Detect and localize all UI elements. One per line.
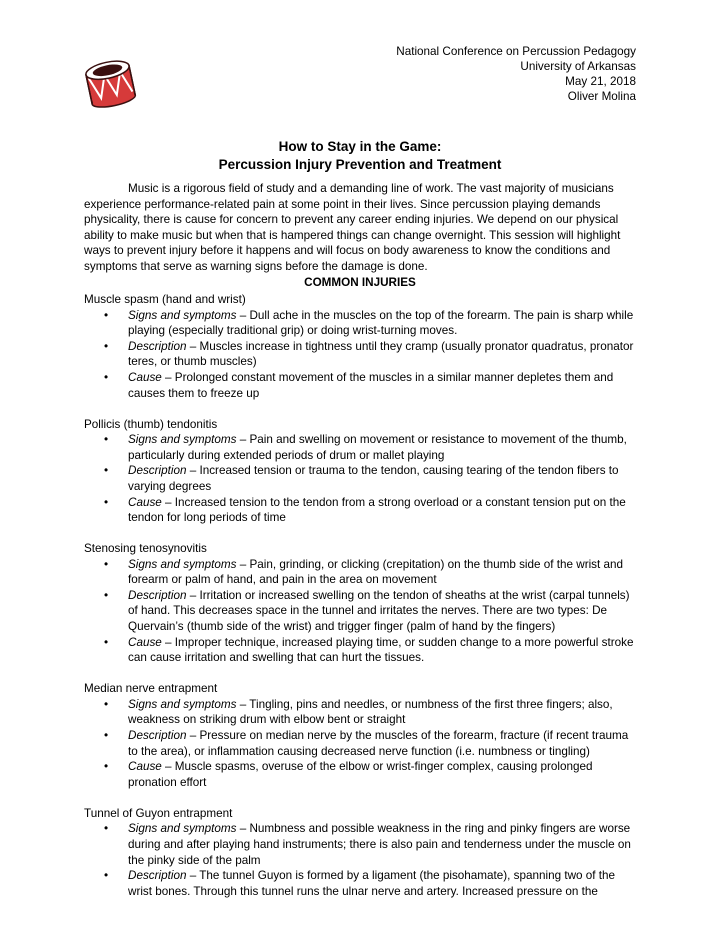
item-text: – Muscles increase in tightness until they cramp (usually pronator quadratus, pronator teres, or thumb muscles) (128, 339, 634, 369)
drum-logo-icon (80, 52, 140, 112)
item-label: Signs and symptoms (128, 557, 237, 571)
item-text: – The tunnel Guyon is formed by a ligament (the pisohamate), spanning two of the wrist bones. Through this tunnel runs the ulnar nerve and artery. Increased pressure on the (128, 869, 616, 898)
item-text: – Dull ache in the muscles on the top of the forearm. The pain is sharp while playing (especially traditional grip) or doing wrist-turning moves. (128, 308, 634, 338)
item-text: – Improper technique, increased playing time, or sudden change to a more powerful stroke can cause irritation and swelling that can hurt the tissues. (128, 635, 634, 665)
item-label: Cause (128, 370, 162, 384)
bullet-icon: • (104, 635, 109, 649)
bullet-icon: • (104, 495, 109, 509)
title-line-2: Percussion Injury Prevention and Treatment (218, 157, 502, 172)
injury-section (84, 806, 640, 900)
injury-section (84, 417, 640, 526)
list-item (84, 463, 640, 494)
list-item (84, 495, 640, 526)
intro-paragraph (84, 181, 640, 275)
list-item (84, 432, 640, 463)
list-item (84, 370, 640, 401)
header-line: National Conference on Percussion Pedagogy (396, 45, 636, 58)
bullet-icon: • (104, 697, 109, 711)
header-line: Oliver Molina (567, 90, 636, 103)
intro-text: Music is a rigorous field of study and a demanding line of work. The vast majority of musicians experience performance-related pain at some point in their lives. Since percussion playing demands physicality, there is cause for concern to prevent any career ending injuries. We depend on our physical ability to make music but when that is hampered things can change overnight. This session will highlight ways to prevent injury before it happens and will focus on body awareness to know the conditions and symptoms that serve as warning signs before the damage is done. (84, 182, 621, 273)
item-label: Cause (128, 635, 162, 649)
item-label: Description (128, 869, 187, 883)
item-text: – Prolonged constant movement of the muscles in a similar manner depletes them and causes them to freeze up (128, 370, 614, 400)
injury-section (84, 681, 640, 790)
bullet-icon: • (104, 308, 109, 322)
bullet-icon: • (104, 729, 109, 743)
title-line-1: How to Stay in the Game: (278, 139, 442, 154)
bullet-icon: • (104, 588, 109, 602)
list-item (84, 635, 640, 666)
conference-header (396, 44, 636, 104)
list-item (84, 308, 640, 339)
item-text: – Muscle spasms, overuse of the elbow or wrist-finger complex, causing prolonged pronation effort (128, 760, 593, 789)
list-item (84, 728, 640, 759)
injury-name: Median nerve entrapment (84, 682, 218, 696)
injury-name: Pollicis (thumb) tendonitis (84, 417, 218, 431)
item-label: Description (128, 588, 187, 602)
header-line: May 21, 2018 (565, 75, 636, 88)
bullet-icon: • (104, 869, 109, 883)
item-label: Signs and symptoms (128, 433, 237, 447)
item-text: – Increased tension or trauma to the tendon, causing tearing of the tendon fibers to varying degrees (128, 464, 619, 493)
section-heading: COMMON INJURIES (304, 276, 416, 289)
item-label: Cause (128, 495, 162, 509)
list-item (84, 339, 640, 370)
injury-name: Muscle spasm (hand and wrist) (84, 293, 246, 306)
list-item (84, 759, 640, 790)
item-text: – Irritation or increased swelling on the tendon of sheaths at the wrist (carpal tunnels) of hand. This decreases space in the tunnel and irritates the nerves. There are two types: De Quervain’s (thumb side of the wrist) and trigger finger (palm of hand by the fingers) (128, 588, 630, 634)
list-item (84, 821, 640, 868)
injury-name: Stenosing tenosynovitis (84, 542, 207, 556)
item-label: Signs and symptoms (128, 308, 237, 322)
bullet-icon: • (104, 760, 109, 774)
bullet-icon: • (104, 433, 109, 447)
bullet-icon: • (104, 822, 109, 836)
bullet-icon: • (104, 339, 109, 353)
item-text: – Increased tension to the tendon from a strong overload or a constant tension put on the tendon for long periods of time (128, 495, 626, 525)
item-text: – Tingling, pins and needles, or numbness of the first three fingers; also, weakness on striking drum with elbow bent or straight (128, 697, 613, 727)
item-text: – Numbness and possible weakness in the ring and pinky fingers are worse during and after playing hand instruments; there is also pain and tenderness under the muscle on the pinky side of the palm (128, 822, 631, 867)
item-text: – Pain, grinding, or clicking (crepitation) on the thumb side of the wrist and forearm or palm of hand, and pain in the area on movement (128, 557, 624, 587)
list-item (84, 588, 640, 635)
injury-name: Tunnel of Guyon entrapment (84, 806, 233, 820)
item-label: Signs and symptoms (128, 822, 237, 836)
list-item (84, 697, 640, 728)
injury-list (84, 292, 640, 915)
bullet-icon: • (104, 557, 109, 571)
list-item (84, 868, 640, 899)
header-line: University of Arkansas (520, 60, 636, 73)
page-title (0, 138, 720, 174)
item-text: – Pain and swelling on movement or resistance to movement of the thumb, particularly during extended periods of drum or mallet playing (128, 433, 627, 462)
bullet-icon: • (104, 464, 109, 478)
item-label: Description (128, 729, 187, 743)
item-text: – Pressure on median nerve by the muscles of the forearm, fracture (if recent trauma to the area), or inflammation causing decreased nerve function (i.e. numbness or tingling) (128, 729, 629, 758)
list-item (84, 557, 640, 588)
item-label: Description (128, 464, 187, 478)
bullet-icon: • (104, 370, 109, 384)
injury-section (84, 541, 640, 666)
item-label: Description (128, 339, 187, 353)
item-label: Signs and symptoms (128, 697, 237, 711)
injury-section (84, 292, 640, 401)
item-label: Cause (128, 760, 162, 774)
